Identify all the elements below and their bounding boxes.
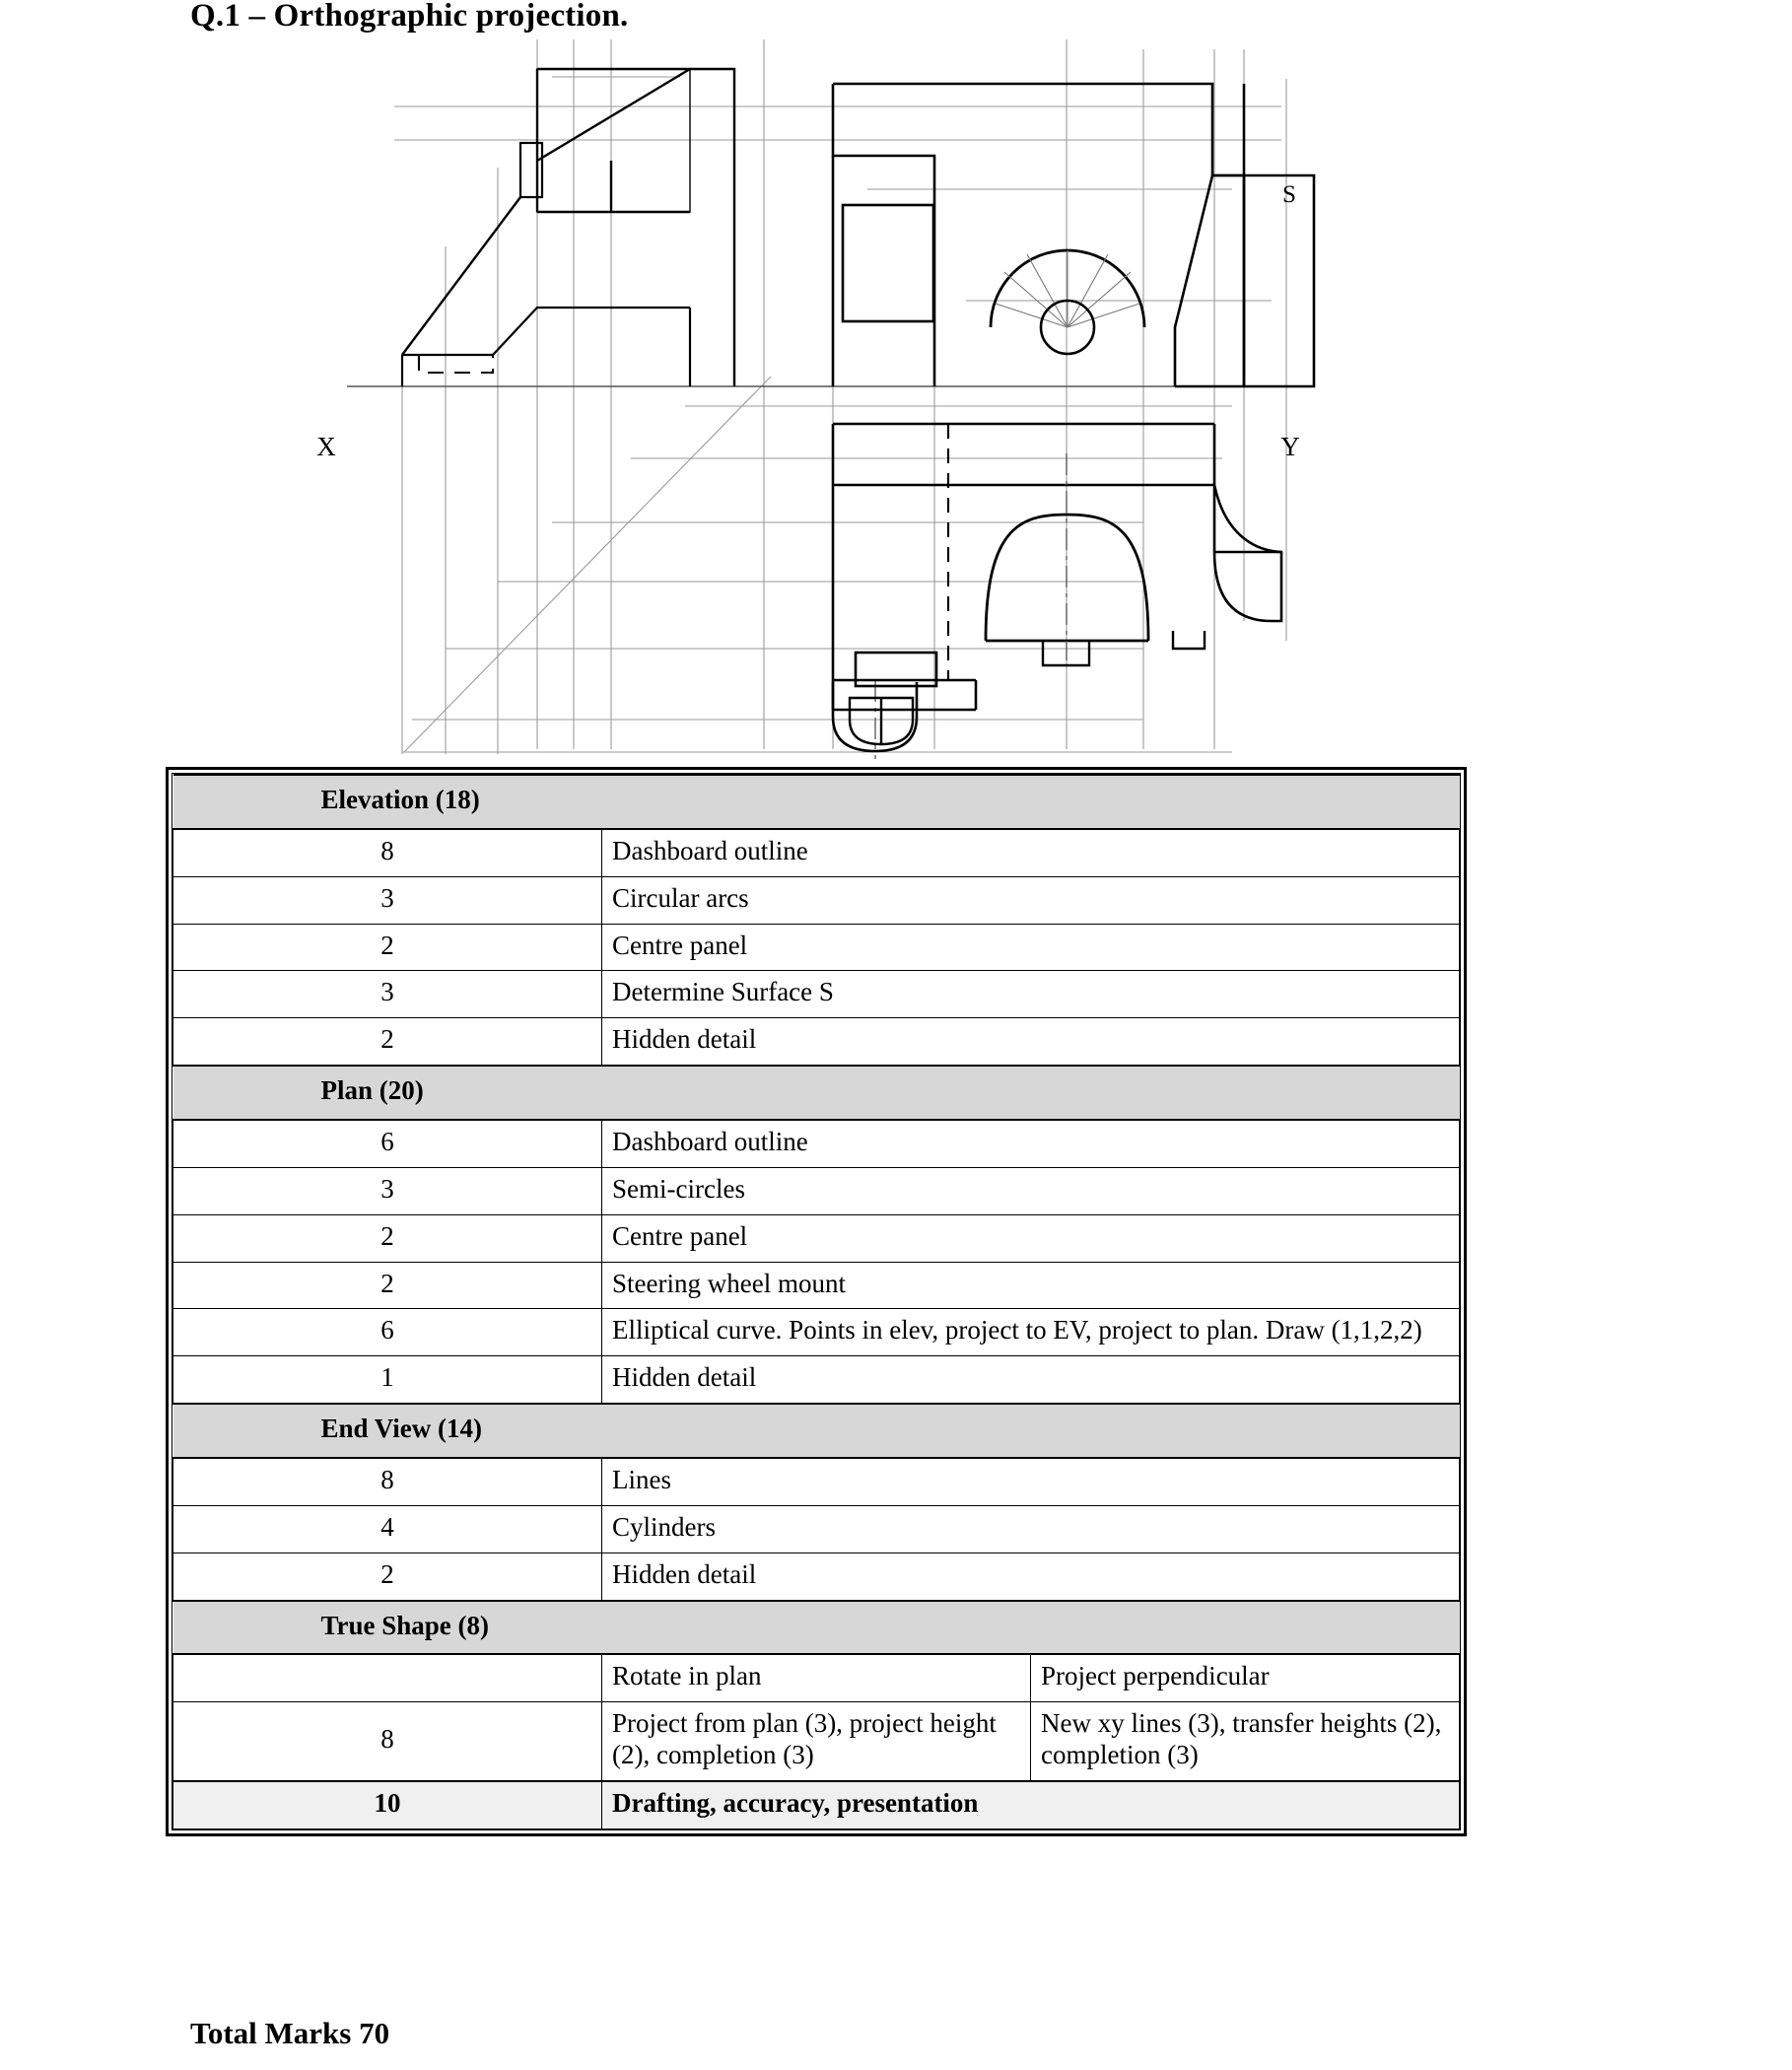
table-row [173, 1167, 1460, 1214]
left-step-block [402, 308, 734, 386]
row-description: Circular arcs [602, 876, 1460, 924]
table-row [173, 1214, 1460, 1262]
x-axis-label: X [316, 432, 336, 461]
table-row [173, 1262, 1460, 1309]
plan-rib [1173, 631, 1205, 649]
row-description: Dashboard outline [602, 1120, 1460, 1167]
total-row-description: Drafting, accuracy, presentation [602, 1781, 1460, 1828]
table-row [173, 1356, 1460, 1404]
row-description-right: Project perpendicular [1031, 1654, 1460, 1701]
section-header-label: True Shape (8) [173, 1601, 1460, 1655]
table-row [173, 876, 1460, 924]
row-marks: 3 [173, 876, 602, 924]
table-row [173, 1505, 1460, 1552]
section-header-label: Elevation (18) [173, 775, 1460, 829]
section-header-row [173, 775, 1460, 829]
table-row-split [173, 1654, 1460, 1701]
total-row-marks: 10 [173, 1781, 602, 1828]
table-row [173, 1018, 1460, 1066]
section-header-row [173, 1601, 1460, 1655]
hidden-detail-elevation [419, 355, 493, 373]
drawing-canvas [0, 30, 1792, 759]
row-description: Steering wheel mount [602, 1262, 1460, 1309]
row-marks: 2 [173, 1552, 602, 1600]
row-marks: 8 [173, 829, 602, 876]
surface-s-block [1175, 84, 1314, 386]
row-description: Elliptical curve. Points in elev, project to EV, project to plan. Draw (1,1,2,2) [602, 1309, 1460, 1356]
construction-lines [394, 39, 1286, 754]
y-axis-label: Y [1280, 432, 1300, 461]
table-row-split [173, 1702, 1460, 1781]
table-row [173, 1552, 1460, 1600]
row-marks: 6 [173, 1120, 602, 1167]
row-marks: 2 [173, 1262, 602, 1309]
section-header-label: End View (14) [173, 1404, 1460, 1458]
plan-nose-inner-arc [850, 698, 913, 744]
table-row [173, 971, 1460, 1018]
row-description: Cylinders [602, 1505, 1460, 1552]
row-marks: 2 [173, 924, 602, 971]
table-row [173, 924, 1460, 971]
table-row [173, 829, 1460, 876]
page-title: Q.1 – Orthographic projection. [190, 0, 629, 34]
section-header-row [173, 1066, 1460, 1120]
row-marks: 2 [173, 1214, 602, 1262]
drafting-total-row [173, 1781, 1460, 1828]
row-description-right: New xy lines (3), transfer heights (2), completion (3) [1031, 1702, 1460, 1781]
row-description: Semi-circles [602, 1167, 1460, 1214]
row-description: Lines [602, 1458, 1460, 1505]
plan-centre-lines [875, 453, 1067, 759]
surface-s-label: S [1282, 181, 1296, 208]
arc-spokes [996, 250, 1139, 327]
section-header-row [173, 1404, 1460, 1458]
row-marks: 8 [173, 1458, 602, 1505]
row-description-left: Project from plan (3), project height (2), completion (3) [602, 1702, 1031, 1781]
row-marks: 2 [173, 1018, 602, 1066]
row-description: Hidden detail [602, 1018, 1460, 1066]
row-marks: 3 [173, 971, 602, 1018]
elevation-view [833, 84, 1244, 386]
table-row [173, 1458, 1460, 1505]
table-row [173, 1120, 1460, 1167]
row-description: Centre panel [602, 924, 1460, 971]
row-description: Determine Surface S [602, 971, 1460, 1018]
total-marks-footer: Total Marks 70 [190, 2016, 390, 2050]
marking-scheme-table [166, 767, 1467, 1836]
row-marks: 3 [173, 1167, 602, 1214]
section-header-label: Plan (20) [173, 1066, 1460, 1120]
elevation-top-outline-right [537, 69, 734, 386]
row-description: Dashboard outline [602, 829, 1460, 876]
row-marks: 8 [173, 1702, 602, 1781]
row-description: Centre panel [602, 1214, 1460, 1262]
row-description: Hidden detail [602, 1552, 1460, 1600]
row-description-left: Rotate in plan [602, 1654, 1031, 1701]
steering-wheel-arc [991, 250, 1144, 354]
row-marks: 1 [173, 1356, 602, 1404]
orthographic-drawing [0, 30, 1792, 759]
row-marks: 6 [173, 1309, 602, 1356]
row-marks [173, 1654, 602, 1701]
row-marks: 4 [173, 1505, 602, 1552]
row-description: Hidden detail [602, 1356, 1460, 1404]
table-row [173, 1309, 1460, 1356]
